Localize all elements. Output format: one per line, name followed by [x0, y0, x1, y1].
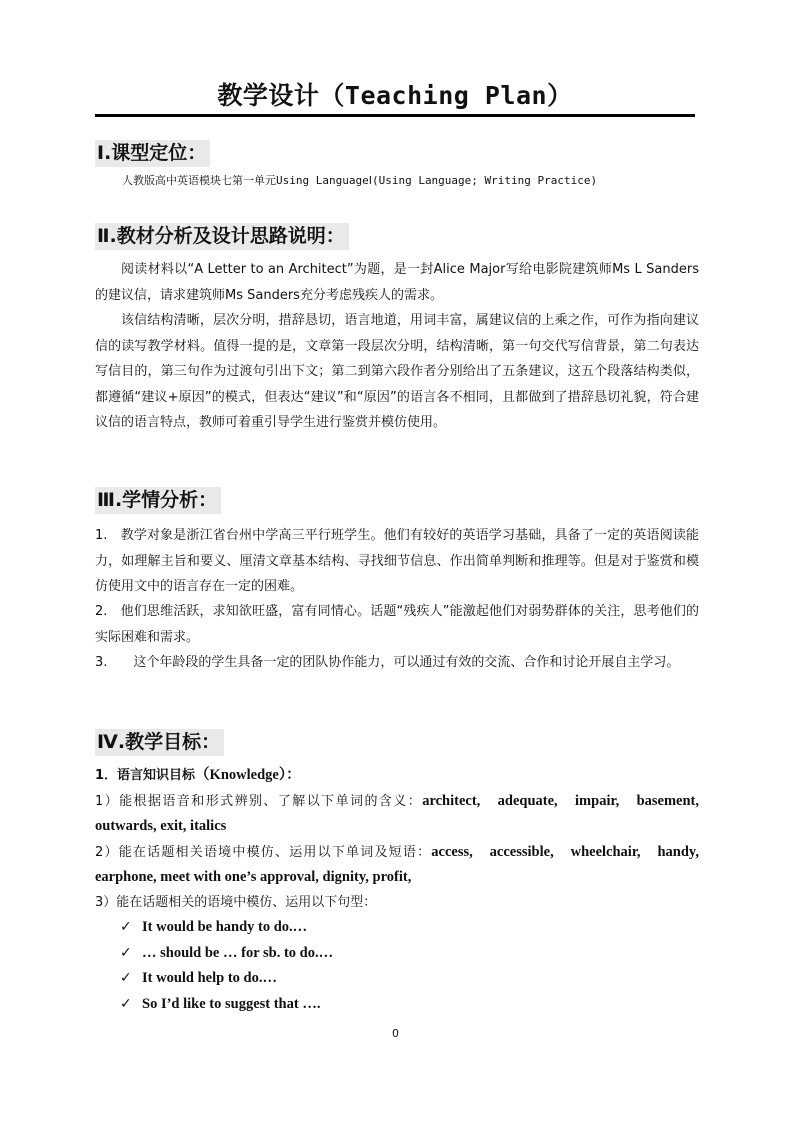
objective-goal-1 — [95, 789, 699, 839]
objective-goal-3: 3）能在话题相关的语境中模仿、运用以下句型： — [95, 895, 377, 910]
student-analysis-item-2: 2. 他们思维活跃，求知欲旺盛，富有同情心。话题“残疾人”能激起他们对弱势群体的关注，思考他们的实际困难和需求。 — [95, 604, 699, 645]
goal-2-text: 2）能在话题相关语境中模仿、运用以下单词及短语： — [95, 845, 432, 860]
objective-goal-2 — [95, 840, 699, 890]
material-paragraph-2: 该信结构清晰，层次分明，措辞恳切，语言地道，用词丰富，属建议信的上乘之作，可作为指向建议信的读写教学材料。值得一提的是，文章第一段层次分明，结构清晰，第一句交代写信背景，第二句表达写信目的，第三句作为过渡句引出下文；第二到第六段作者分别给出了五条建议，这五个段落结构类似，都遵循“建议+原因”的模式，但表达“建议”和“原因”的语言各不相同，且都做到了措辞恳切礼貌，符合建议信的语言特点，教师可着重引导学生进行鉴赏并模仿使用。 — [95, 313, 699, 430]
sentence-pattern-text: So I’d like to suggest that …. — [142, 996, 321, 1012]
knowledge-label: 1．语言知识目标 — [95, 768, 196, 783]
page-title: 教学设计（Teaching Plan） — [217, 81, 573, 110]
title-underline — [95, 114, 695, 117]
section-heading-student-analysis: Ⅲ.学情分析： — [95, 487, 221, 514]
course-type-line: 人教版高中英语模块七第一单元Using LanguageⅠ(Using Language; Writing Practice) — [122, 174, 598, 187]
sentence-pattern-text: It would be handy to do.… — [142, 919, 308, 935]
section-heading-teaching-objectives: Ⅳ.教学目标： — [95, 729, 224, 756]
sentence-pattern-text: … should be … for sb. to do.… — [142, 945, 334, 961]
sentence-pattern-item — [120, 966, 277, 992]
section-heading-course-type: Ⅰ.课型定位： — [95, 140, 210, 167]
check-icon: ✓ — [120, 996, 132, 1012]
section-heading-material-analysis: Ⅱ.教材分析及设计思路说明： — [95, 223, 349, 250]
sentence-pattern-item — [120, 915, 307, 941]
student-analysis-item-1: 1. 教学对象是浙江省台州中学高三平行班学生。他们有较好的英语学习基础，具备了一定的英语阅读能力，如理解主旨和要义、厘清文章基本结构、寻找细节信息、作出简单判断和推理等。但是对于鉴赏和模仿使用文中的语言存在一定的困难。 — [95, 528, 699, 594]
material-paragraph-1: 阅读材料以“A Letter to an Architect”为题，是一封Alice Major写给电影院建筑师Ms L Sanders的建议信，请求建筑师Ms Sanders充分考虑残疾人的需求。 — [95, 262, 699, 303]
sentence-pattern-text: It would help to do.… — [142, 970, 277, 986]
objective-subheading-knowledge — [95, 763, 699, 789]
check-icon: ✓ — [120, 945, 132, 961]
goal-1-text: 1）能根据语音和形式辨别、了解以下单词的含义： — [95, 794, 423, 809]
check-icon: ✓ — [120, 919, 132, 935]
student-analysis-item-3: 3. 这个年龄段的学生具备一定的团队协作能力，可以通过有效的交流、合作和讨论开展自主学习。 — [95, 655, 680, 670]
check-icon: ✓ — [120, 970, 132, 986]
course-type-text — [122, 168, 702, 194]
goal-2-words: access, accessible, wheelchair, handy, earphone, meet with one’s approval, dignity, profit, — [95, 844, 699, 885]
goal-1-words: architect, adequate, impair, basement, outwards, exit, italics — [95, 793, 699, 834]
sentence-pattern-item — [120, 992, 320, 1018]
knowledge-label-en: （Knowledge）： — [195, 767, 301, 783]
page-number: 0 — [392, 1027, 399, 1040]
sentence-pattern-item — [120, 941, 333, 967]
